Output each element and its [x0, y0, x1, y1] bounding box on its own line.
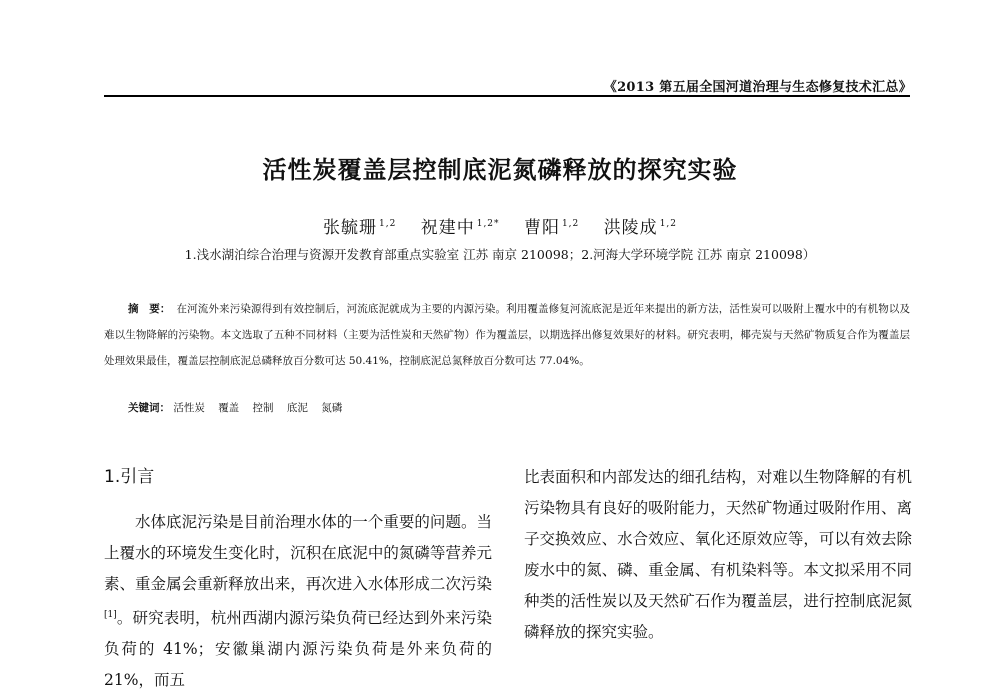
keyword: 覆盖 — [218, 402, 240, 414]
keywords-label: 关键词： — [128, 402, 170, 414]
paragraph-text: 水体底泥污染是目前治理水体的一个重要的问题。当上覆水的环境发生变化时，沉积在底泥中的氮磷等营养元素、重金属会重新释放出来，再次进入水体形成二次污染 — [104, 513, 492, 593]
keywords — [128, 400, 352, 415]
author-name: 曹阳 — [523, 218, 560, 238]
author-affiliation-mark: 1,2 — [378, 219, 397, 230]
body-paragraph: 比表面积和内部发达的细孔结构，对难以生物降解的有机污染物具有良好的吸附能力，天然矿物通过吸附作用、离子交换效应、水合效应、氧化还原效应等，可以有效去除废水中的氮、磷、重金属、有机染料等。本文拟采用不同种类的活性炭以及天然矿石作为覆盖层，进行控制底泥氮磷释放的探究实验。 — [524, 468, 912, 641]
author — [604, 218, 677, 238]
author-affiliation-mark: 1,2 — [659, 219, 678, 230]
abstract — [104, 296, 910, 374]
abstract-label: 摘 要： — [128, 303, 171, 315]
body-paragraph — [104, 507, 492, 696]
author-name: 洪陵成 — [603, 218, 658, 238]
keyword: 控制 — [252, 402, 274, 414]
keyword: 氮磷 — [321, 402, 343, 414]
abstract-text: 在河流外来污染源得到有效控制后，河流底泥就成为主要的内源污染。利用覆盖修复河流底泥是近年来提出的新方法，活性炭可以吸附上覆水中的有机物以及难以生物降解的污染物。本文选取了五种不同材料（主要为活性炭和天然矿物）作为覆盖层，以期选择出修复效果好的材料。研究表明，椰壳炭与天然矿物质复合作为覆盖层处理效果最佳，覆盖层控制底泥总磷释放百分数可达 50.41%，控制底泥总氮释放百分数可达 77.04%。 — [104, 303, 911, 367]
author — [323, 218, 396, 238]
keyword: 活性炭 — [173, 402, 205, 414]
header-rule — [104, 95, 910, 97]
paragraph-text: 。研究表明，杭州西湖内源污染负荷已经达到外来污染负荷的 41%；安徽巢湖内源污染负荷是外来负荷的 21%，而五 — [104, 609, 492, 690]
author-affiliation-mark: 1,2* — [476, 219, 500, 230]
author — [421, 218, 500, 238]
left-column — [104, 462, 492, 696]
keyword: 底泥 — [286, 402, 308, 414]
author-affiliation-mark: 1,2 — [561, 219, 580, 230]
author-name: 祝建中 — [420, 218, 475, 238]
author-name: 张毓珊 — [322, 218, 377, 238]
author — [524, 218, 579, 238]
paper-title: 活性炭覆盖层控制底泥氮磷释放的探究实验 — [262, 156, 738, 184]
running-header: 《2013 第五届全国河道治理与生态修复技术汇总》 — [603, 80, 912, 95]
author-list — [0, 213, 1000, 238]
right-column — [524, 462, 912, 648]
affiliation: 1.浅水湖泊综合治理与资源开发教育部重点实验室 江苏 南京 210098；2.河海大学环境学院 江苏 南京 210098） — [184, 247, 816, 262]
section-heading: 1.引言 — [104, 467, 155, 487]
citation-ref: [1] — [104, 610, 117, 620]
